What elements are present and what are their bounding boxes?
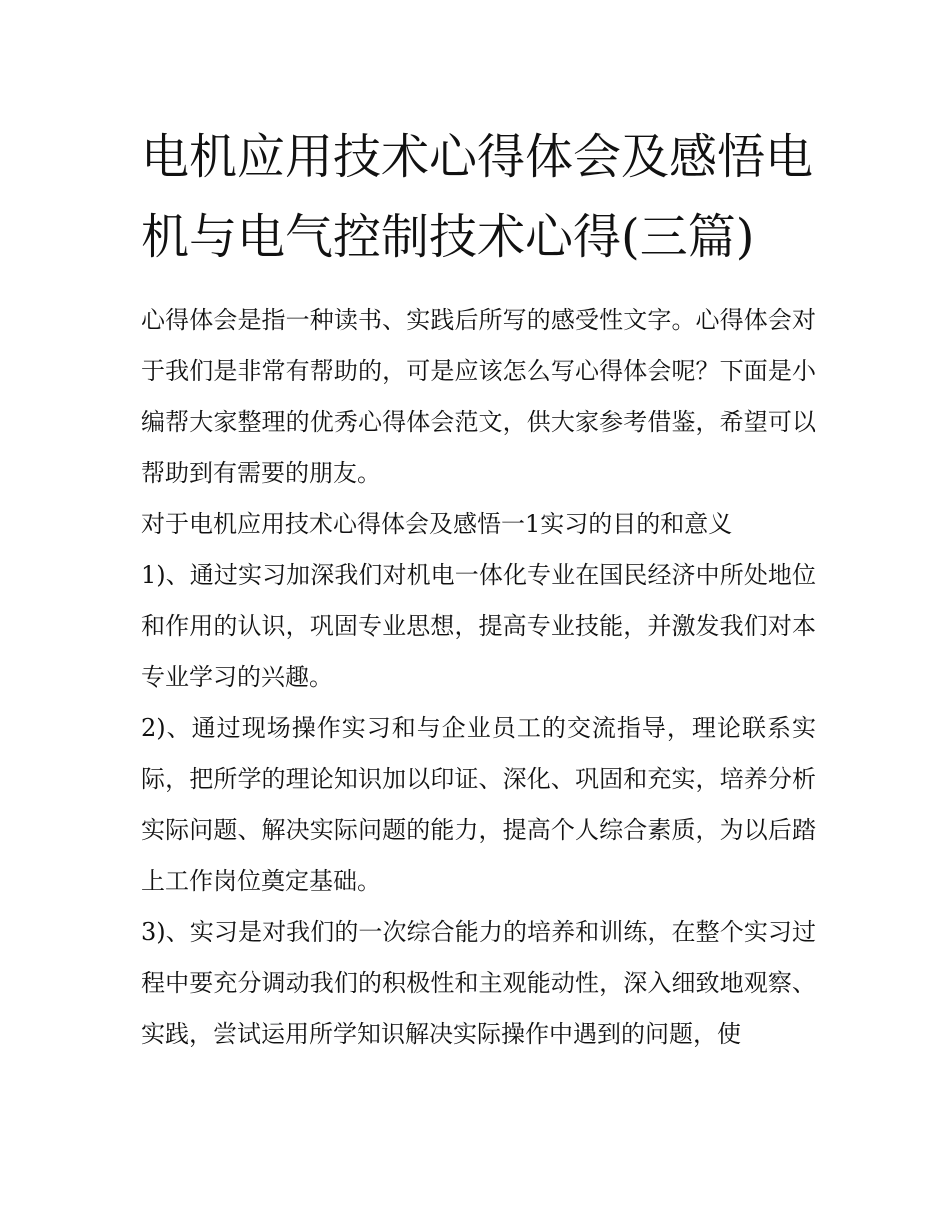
intro-paragraph: 心得体会是指一种读书、实践后所写的感受性文字。心得体会对于我们是非常有帮助的，可是应该怎么写心得体会呢？下面是小编帮大家整理的优秀心得体会范文，供大家参考借鉴，希望可以帮助到有需要的朋友。 — [141, 306, 816, 487]
document-title: 电机应用技术心得体会及感悟电机与电气控制技术心得(三篇) — [141, 129, 814, 265]
section-heading-paragraph: 对于电机应用技术心得体会及感悟一1实习的目的和意义 — [141, 510, 733, 538]
document-content — [141, 117, 816, 1060]
point-one-paragraph: 1)、通过实习加深我们对机电一体化专业在国民经济中所处地位和作用的认识，巩固专业思想，提高专业技能，并激发我们对本专业学习的兴趣。 — [141, 561, 816, 691]
point-two-paragraph: 2)、通过现场操作实习和与企业员工的交流指导，理论联系实际，把所学的理论知识加以印证、深化、巩固和充实，培养分析实际问题、解决实际问题的能力，提高个人综合素质，为以后踏上工作岗位奠定基础。 — [141, 714, 816, 895]
point-three-paragraph: 3)、实习是对我们的一次综合能力的培养和训练，在整个实习过程中要充分调动我们的积极性和主观能动性，深入细致地观察、实践，尝试运用所学知识解决实际操作中遇到的问题，使 — [141, 918, 816, 1048]
